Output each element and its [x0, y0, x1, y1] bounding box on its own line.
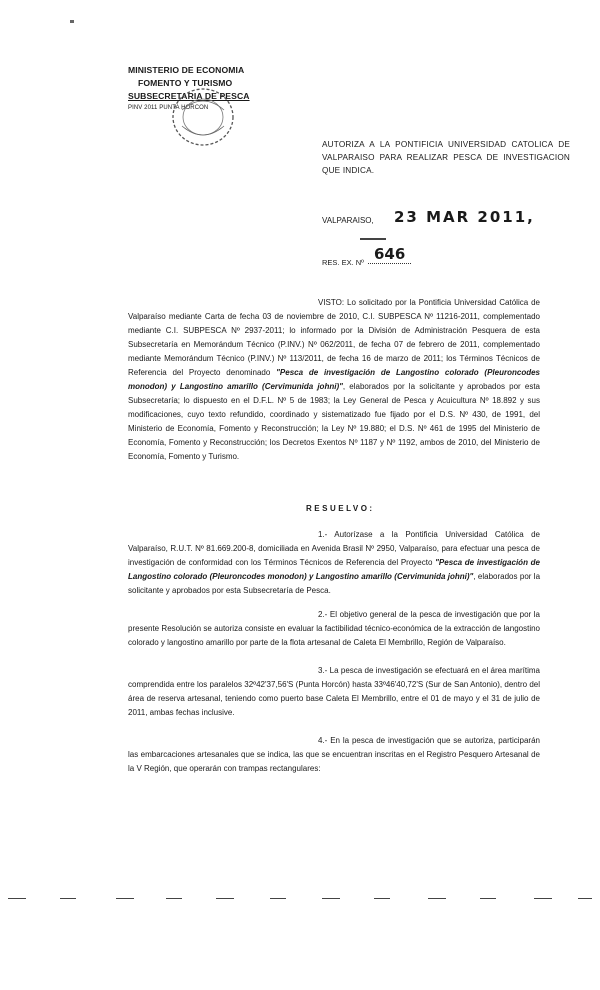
visto-text: Lo solicitado por la Pontificia Universidad Católica de Valparaíso mediante Carta de fecha 03 de noviembre de 2010, C.I. SUBPESCA Nº 11216-2011, complementado mediante C.I. SUBPESCA Nº 2937-2011; lo informado por la División de Administración Pesquera de esta Subsecretaría en Memorándum Técnico (P.INV.) Nº 062/2011, de fecha 07 de febrero de 2011, complementado mediante Memorándum Técnico (P.INV.) Nº 113/2011, de fecha 16 de marzo de 2011; los Términos Técnicos de Referencia del Proyecto denominado: [128, 298, 540, 377]
dateline-place: VALPARAISO,: [322, 216, 374, 225]
resolution-number: 646: [368, 245, 411, 264]
dateline-date: 23 MAR 2011,: [394, 208, 535, 226]
resuelvo-heading: RESUELVO:: [306, 504, 375, 513]
item-4: [128, 734, 540, 776]
item-1: [128, 528, 540, 598]
item-2: [128, 608, 540, 650]
visto-project-name: "Pesca de investigación de Langostino colorado (Pleuroncodes monodon) y Langostino amarillo (Cervimunida johni)": [128, 368, 540, 391]
visto-text-cont: , elaborados por la solicitante y aprobados por esta Subsecretaría; lo dispuesto en el D.F.L. Nº 5 de 1983; la Ley General de Pesca y Acuicultura Nº 18.892 y sus modificaciones, cuyo texto refundido, coordinado y sistematizado fue fijado por el D.S. Nº 430, de 1991, del Ministerio de Economía, Fomento y Reconstrucción; la Ley Nº 19.880; el D.S. Nº 461 de 1995 del Ministerio de Economía, Fomento y Reconstrucción; los Decretos Exentos Nº 1187 y Nº 1192, ambos de 2010, del Ministerio de Economía, Fomento y Turismo.: [128, 382, 540, 461]
item-3-text: 3.- La pesca de investigación se efectuará en el área marítima comprendida entre los paralelos 32º42'37,56'S (Punta Horcón) hasta 33º46'40,72'S (Sur de San Antonio), dentro del área de reserva artesanal, teniendo como puerto base Caleta El Membrillo, entre el 01 de mayo y el 31 de julio de 2011, ambas fechas inclusive.: [128, 666, 540, 717]
resolution-label: RES. EX. Nº: [322, 258, 364, 267]
resolution-summary: AUTORIZA A LA PONTIFICIA UNIVERSIDAD CATOLICA DE VALPARAISO PARA REALIZAR PESCA DE INVESTIGACION QUE INDICA.: [322, 140, 570, 175]
resolution-number-mark: [360, 238, 386, 240]
ministry-name: MINISTERIO DE ECONOMIA: [128, 65, 245, 75]
letterhead-ref: PINV 2011 PUNTA HORCON: [128, 105, 209, 111]
item-4-text: 4.- En la pesca de investigación que se autoriza, participarán las embarcaciones artesanales que se indica, las que se encuentran inscritas en el Registro Pesquero Artesanal de la V Región, que operarán con trampas rectangulares:: [128, 736, 540, 773]
item-2-text: 2.- El objetivo general de la pesca de investigación que por la presente Resolución se autoriza consiste en evaluar la factibilidad técnico-económica de la extracción de langostino colorado y langostino amarillo por parte de la flota artesanal de Caleta El Membrillo, Región de Valparaíso.: [128, 610, 540, 647]
subsecretaria-name: SUBSECRETARIA DE PESCA: [128, 91, 250, 101]
item-1-project-name: "Pesca de investigación de Langostino colorado (Pleuroncodes monodon) y Langostino amarillo (Cervimunida johni)": [128, 558, 541, 581]
official-stamp-icon: [168, 82, 238, 152]
visto-label: VISTO:: [318, 298, 345, 307]
item-3: [128, 664, 540, 720]
item-1-text-cont: , elaborados por la solicitante y aprobados por esta Subsecretaría de Pesca.: [128, 572, 541, 595]
visto-paragraph: [128, 296, 540, 464]
scan-mark: [70, 20, 74, 23]
ministry-fomento: FOMENTO Y TURISMO: [138, 78, 233, 88]
item-1-text: 1.- Autorízase a la Pontificia Universidad Católica de Valparaíso, R.U.T. Nº 81.669.200-8, domiciliada en Avenida Brasil Nº 2950, Valparaíso, para efectuar una pesca de investigación de conformidad con los Términos Técnicos de Referencia del Proyecto: [128, 530, 540, 567]
footer-scan-marks: [0, 898, 600, 908]
